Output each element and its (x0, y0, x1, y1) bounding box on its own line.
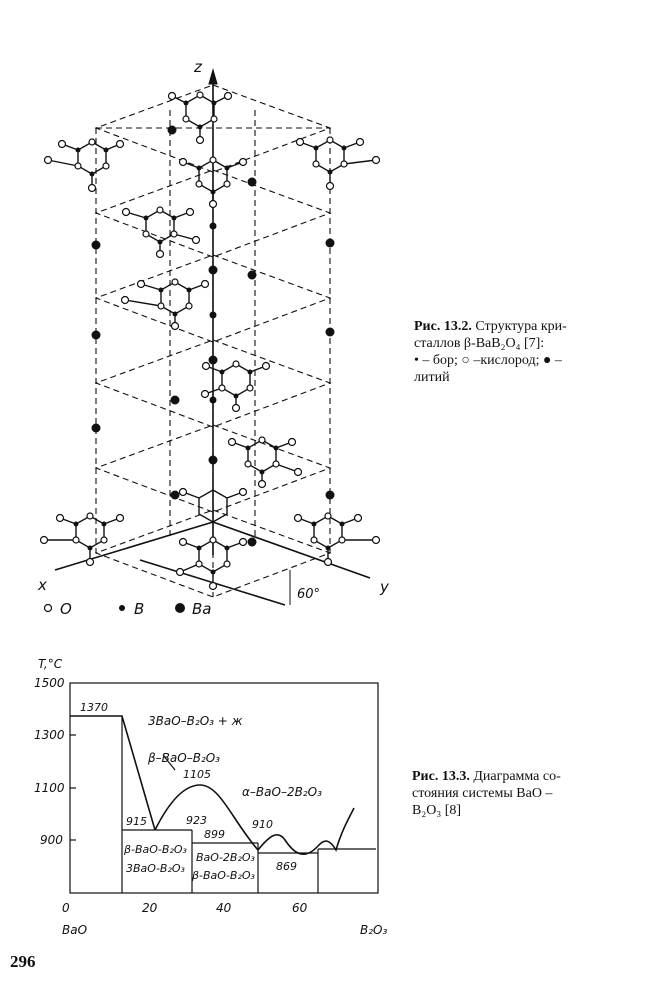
temp-899: 899 (204, 828, 225, 841)
liquidus-curve-3 (318, 808, 354, 850)
y-axis-line (213, 522, 370, 578)
phase-label-5b: β-BaO-B₂O₃ (192, 869, 255, 882)
x-right-label: B₂O₃ (360, 923, 388, 937)
y-tick-900: 900 (40, 833, 63, 847)
y-tick-1500: 1500 (34, 676, 65, 690)
atom-legend (45, 600, 212, 618)
phase-label-1: 3BaO–B₂O₃ + ж (148, 714, 243, 728)
temp-1105: 1105 (183, 768, 211, 781)
temp-910: 910 (252, 818, 273, 831)
caption-text-3: • – бор; ○ –кислород; ● – (414, 353, 562, 368)
x-tick-20: 20 (142, 901, 158, 915)
y-tick-1300: 1300 (34, 728, 65, 742)
caption-text-4: литий (414, 370, 450, 385)
x-tick-0: 0 (62, 901, 70, 915)
phase-diagram (0, 650, 420, 945)
y-axis-label: y (380, 578, 389, 596)
angle-label: 60° (297, 587, 321, 602)
caption-text-1: Структура кри- (475, 319, 567, 334)
legend-ba-label: Ba (192, 600, 212, 618)
caption-label: Рис. 13.3. (412, 769, 470, 784)
figure-13-2-caption (414, 318, 604, 386)
x-axis-line (55, 522, 213, 570)
x-left-label: BaO (62, 923, 88, 937)
z-axis-label: z (194, 58, 202, 76)
boron-legend-icon (119, 605, 125, 611)
liquidus-curve-2 (258, 835, 318, 854)
temp-1370: 1370 (80, 701, 108, 714)
phase-label-3: α–BaO–2B₂O₃ (242, 785, 322, 799)
phase-label-2: β–BaO–B₂O₃ (148, 751, 220, 765)
barium-legend-icon (175, 603, 185, 613)
phase-label-4b: 3BaO-B₂O₃ (126, 862, 185, 875)
x-axis-label: x (38, 576, 47, 594)
caption-text-2: стояния системы BaO – (412, 786, 553, 801)
legend-o-label: O (60, 600, 72, 618)
x-tick-60: 60 (292, 901, 308, 915)
oxygen-legend-icon (45, 605, 52, 612)
x-tick-40: 40 (216, 901, 232, 915)
y-tick-1100: 1100 (34, 781, 65, 795)
temp-869: 869 (276, 860, 297, 873)
caption-text-2: сталлов β-BaB₂O₄ [7]: (414, 336, 545, 351)
y-axis-title: T,°C (38, 657, 63, 671)
phase-label-4a: β-BaO-B₂O₃ (124, 843, 187, 856)
liquidus-line-1 (70, 716, 155, 830)
caption-text-1: Диаграмма со- (473, 769, 561, 784)
phase-label-5a: BaO-2B₂O₃ (196, 851, 255, 864)
temp-923: 923 (186, 814, 207, 827)
figure-13-3-caption (412, 768, 602, 819)
z-axis-arrow (209, 70, 217, 84)
caption-text-3: B₂O₃ [8] (412, 803, 462, 818)
legend-b-label: B (134, 600, 145, 618)
caption-label: Рис. 13.2. (414, 319, 472, 334)
temp-915: 915 (126, 815, 147, 828)
page-number: 296 (10, 952, 36, 971)
